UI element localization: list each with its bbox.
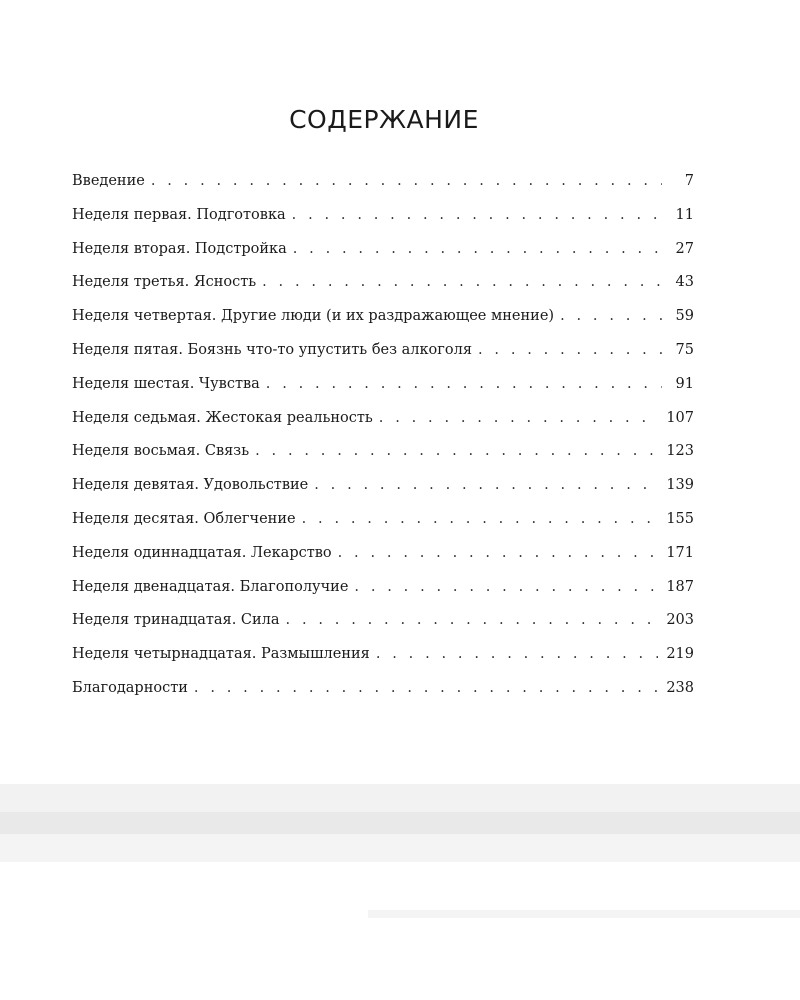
toc-entry-label: Введение <box>72 173 145 189</box>
toc-entry-label: Неделя четвертая. Другие люди (и их раздражающее мнение) <box>72 308 555 325</box>
toc-dot-leader <box>302 511 659 527</box>
toc-entry <box>72 342 694 376</box>
toc-entry-page: 187 <box>666 578 694 595</box>
toc-entry <box>72 646 694 680</box>
toc-entry-page: 27 <box>675 240 694 257</box>
toc-entry-page: 139 <box>666 477 694 494</box>
toc-dot-leader <box>560 308 662 324</box>
toc-entry-label: Неделя вторая. Подстройка <box>72 240 287 257</box>
toc-entry-page: 203 <box>666 612 694 629</box>
toc-entry-label: Неделя четырнадцатая. Размышления <box>72 646 370 663</box>
toc-dot-leader <box>314 477 658 493</box>
toc-entry-page: 171 <box>666 544 694 561</box>
toc-entry <box>72 173 694 207</box>
toc-dot-leader <box>262 274 662 290</box>
toc-entry <box>72 545 694 579</box>
toc-entry <box>72 376 694 410</box>
toc-entry-label: Неделя шестая. Чувства <box>72 375 260 392</box>
toc-dot-leader <box>376 646 658 662</box>
toc-dot-leader <box>286 612 659 628</box>
toc-entry-label: Неделя пятая. Боязнь что-то упустить без алкоголя <box>72 341 472 358</box>
toc-entry <box>72 241 694 275</box>
toc-dot-leader <box>266 376 662 392</box>
toc-entry-page: 43 <box>675 274 694 291</box>
toc-entry-label: Неделя одиннадцатая. Лекарство <box>72 544 332 561</box>
toc-dot-leader <box>293 241 662 257</box>
toc-entry-page: 11 <box>675 206 694 223</box>
toc-entry <box>72 207 694 241</box>
toc-entry <box>72 612 694 646</box>
toc-entry <box>72 308 694 342</box>
toc-entry <box>72 410 694 444</box>
toc-entry-label: Неделя девятая. Удовольствие <box>72 477 309 494</box>
toc-entry-label: Неделя третья. Ясность <box>72 274 257 291</box>
toc-entry-page: 238 <box>666 679 694 696</box>
toc-entry <box>72 274 694 308</box>
toc-entry-label: Неделя тринадцатая. Сила <box>72 612 280 629</box>
scan-shade-band <box>0 784 800 812</box>
toc-dot-leader <box>194 680 658 696</box>
toc-entry-label: Неделя восьмая. Связь <box>72 443 250 460</box>
toc-entry-page: 155 <box>666 510 694 527</box>
scan-shade-band <box>0 834 800 862</box>
toc-entry-page: 219 <box>666 646 694 663</box>
toc-entry-label: Неделя десятая. Облегчение <box>72 510 296 527</box>
toc-dot-leader <box>379 410 659 426</box>
toc-dot-leader <box>255 443 658 459</box>
toc-entry <box>72 443 694 477</box>
toc-entry-page: 107 <box>666 409 694 426</box>
toc-entry <box>72 680 694 714</box>
table-of-contents <box>72 173 694 714</box>
toc-entry-label: Неделя двенадцатая. Благополучие <box>72 578 349 595</box>
toc-dot-leader <box>292 207 662 223</box>
scan-shade-band <box>0 812 800 834</box>
toc-entry-label: Неделя первая. Подготовка <box>72 206 286 223</box>
toc-entry <box>72 579 694 613</box>
toc-entry-page: 91 <box>675 375 694 392</box>
scan-shade-band <box>368 910 800 918</box>
toc-entry <box>72 511 694 545</box>
toc-dot-leader <box>151 173 662 189</box>
toc-entry-label: Неделя седьмая. Жестокая реальность <box>72 409 373 426</box>
toc-dot-leader <box>478 342 662 358</box>
toc-dot-leader <box>338 545 659 561</box>
toc-dot-leader <box>354 579 658 595</box>
toc-entry-label: Благодарности <box>72 679 188 696</box>
toc-entry <box>72 477 694 511</box>
toc-entry-page: 123 <box>666 443 694 460</box>
toc-entry-page: 59 <box>675 308 694 325</box>
page-title: СОДЕРЖАНИЕ <box>289 104 479 134</box>
toc-entry-page: 7 <box>684 173 694 189</box>
toc-entry-page: 75 <box>675 341 694 358</box>
